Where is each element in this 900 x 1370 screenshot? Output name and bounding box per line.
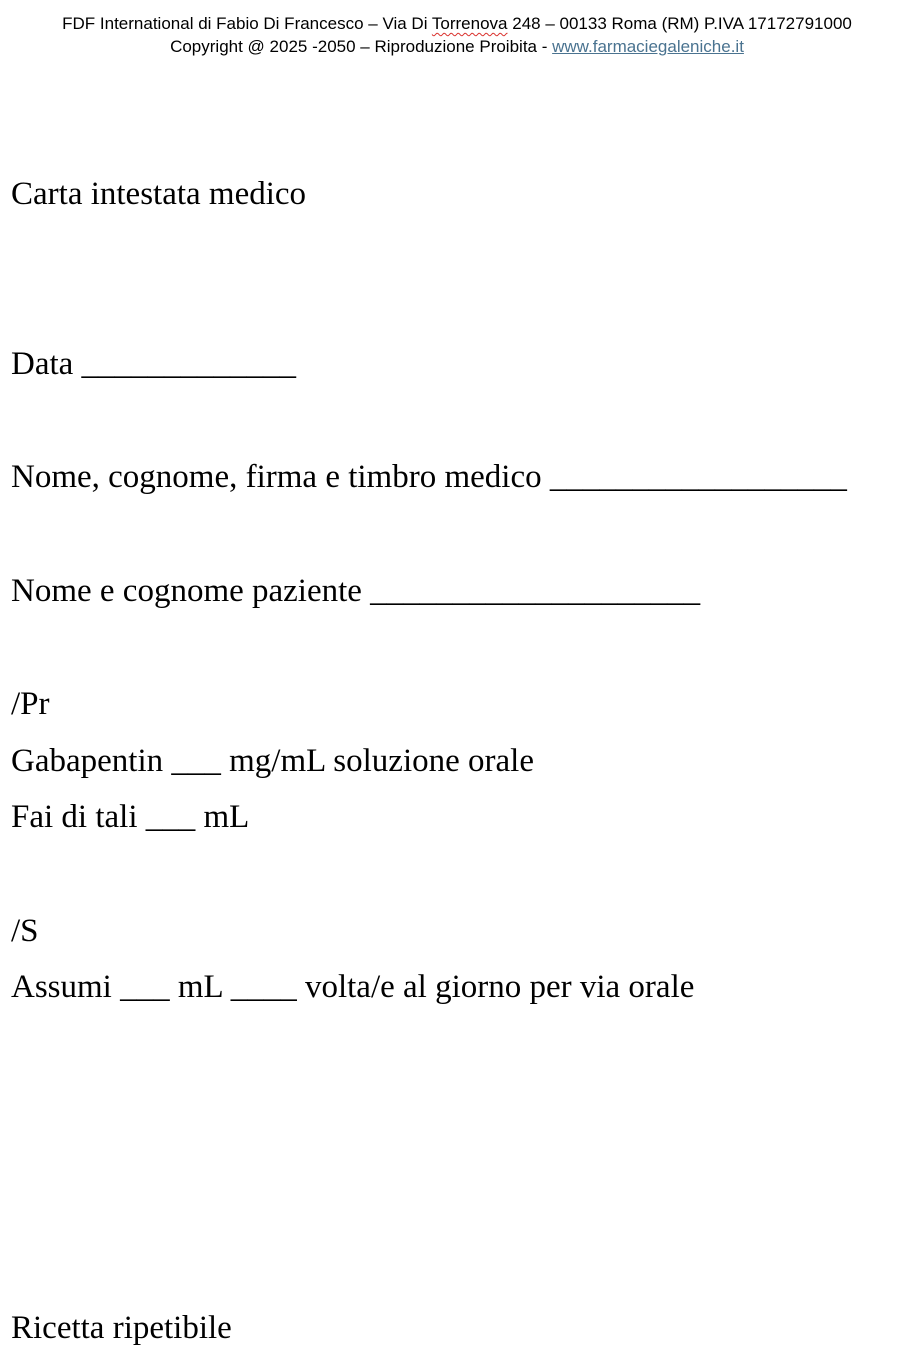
repeatable-prescription-label: Ricetta ripetibile bbox=[11, 1310, 232, 1346]
letterhead-label: Carta intestata medico bbox=[11, 176, 307, 212]
website-link[interactable]: www.farmaciegaleniche.it bbox=[552, 37, 744, 56]
company-info-text-end: 248 – 00133 Roma (RM) P.IVA 17172791000 bbox=[507, 14, 852, 33]
quantity-line: Fai di tali ___ mL bbox=[11, 799, 250, 835]
copyright-line bbox=[0, 35, 900, 58]
doctor-signature-field: Nome, cognome, firma e timbro medico __________________ bbox=[11, 459, 847, 495]
copyright-text: Copyright @ 2025 -2050 – Riproduzione Proibita - bbox=[170, 37, 553, 56]
date-field: Data _____________ bbox=[11, 346, 297, 382]
patient-name-field: Nome e cognome paziente ____________________ bbox=[11, 573, 701, 609]
document-header bbox=[0, 12, 900, 58]
dosage-line: Assumi ___ mL ____ volta/e al giorno per via orale bbox=[11, 969, 695, 1005]
prescription-pr-label: /Pr bbox=[11, 686, 50, 722]
preparation-line: Gabapentin ___ mg/mL soluzione orale bbox=[11, 743, 534, 779]
company-info-line bbox=[0, 12, 900, 35]
signa-label: /S bbox=[11, 913, 39, 949]
spellcheck-flagged-word: Torrenova bbox=[431, 14, 508, 33]
company-info-text: FDF International di Fabio Di Francesco – Via Di bbox=[62, 14, 432, 33]
